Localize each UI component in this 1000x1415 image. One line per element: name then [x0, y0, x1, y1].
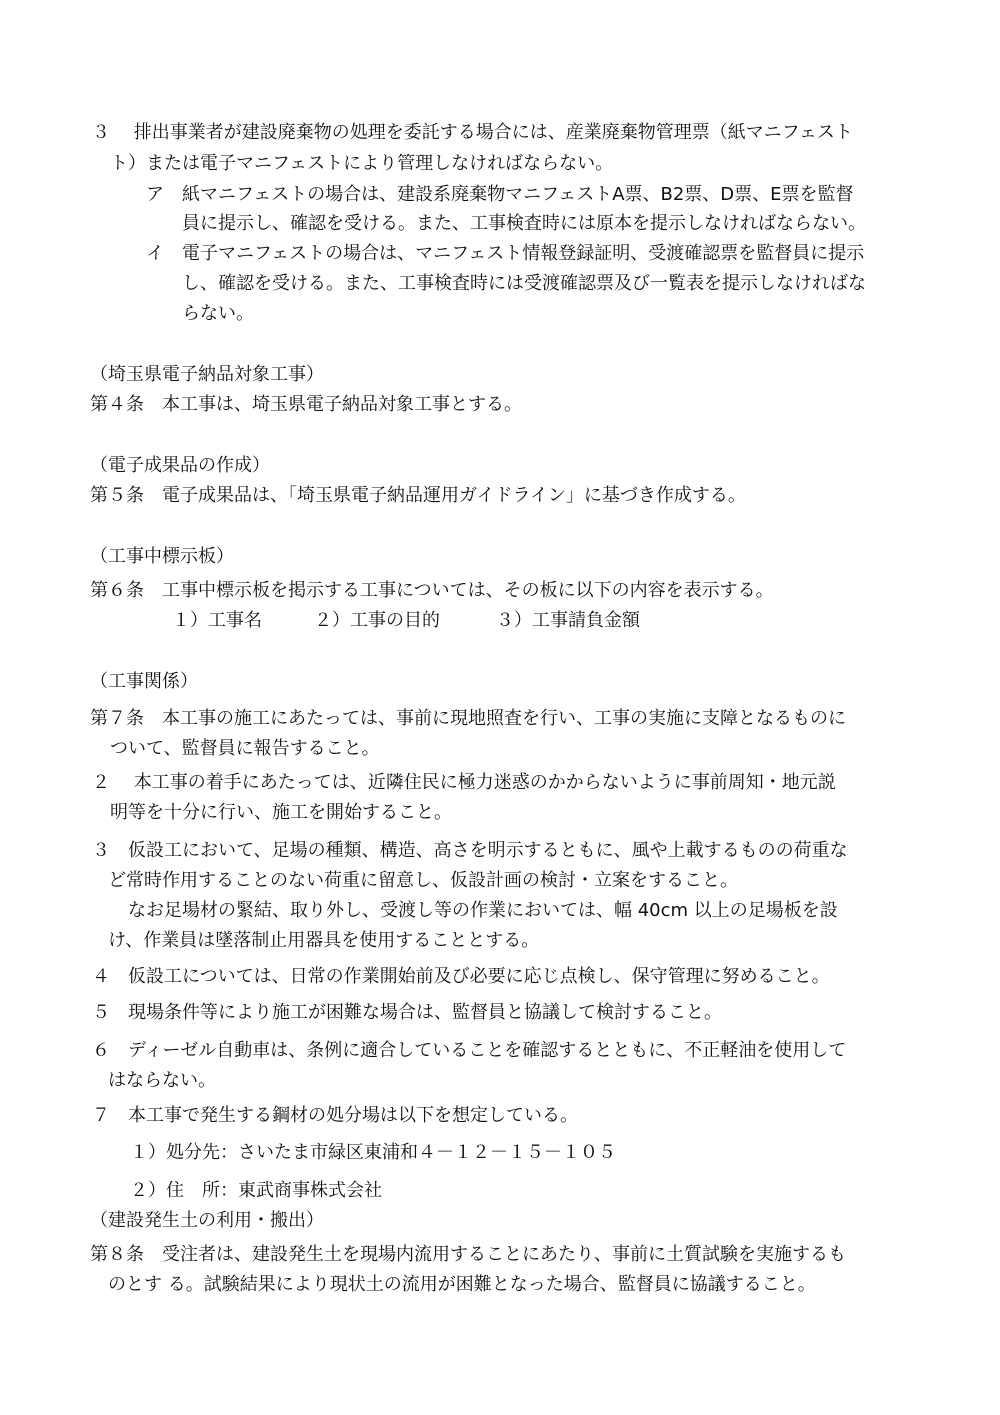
article7-p1-line2: ついて、監督員に報告すること。 [110, 738, 380, 759]
section3-item-i-line1: イ 電子マニフェストの場合は、マニフェスト情報登録証明、受渡確認票を監督員に提示 [146, 243, 865, 264]
article8-heading: （建設発生土の利用・搬出） [90, 1210, 324, 1231]
article6-item-2: ２）工事の目的 [314, 610, 440, 631]
article7-p6-line2: はならない。 [108, 1070, 216, 1091]
article7-p3-line1: ３ 仮設工において、足場の種類、構造、高さを明示するともに、風や上載するものの荷重な [92, 840, 848, 861]
article7-p1-line1: 第７条 本工事の施工にあたっては、事前に現地照査を行い、工事の実施に支障となるものに [90, 708, 846, 729]
article7-p3-line4: け、作業員は墜落制止用器具を使用することとする。 [108, 930, 540, 951]
article6-text: 第６条 工事中標示板を掲示する工事については、その板に以下の内容を表示する。 [90, 580, 774, 601]
section3-item-i-line2: し、確認を受ける。また、工事検査時には受渡確認票及び一覧表を提示しなければな [182, 273, 866, 294]
article4-text: 第４条 本工事は、埼玉県電子納品対象工事とする。 [90, 394, 522, 415]
section3-item-a-line1: ア 紙マニフェストの場合は、建設系廃棄物マニフェストA票、B2票、D票、E票を監督 [146, 184, 854, 205]
article6-item-1: １）工事名 [172, 610, 262, 631]
article7-p4: ４ 仮設工については、日常の作業開始前及び必要に応じ点検し、保守管理に努めること。 [92, 966, 830, 987]
article8-line1: 第８条 受注者は、建設発生土を現場内流用することにあたり、事前に土質試験を実施するも [90, 1244, 846, 1265]
article7-p6-line1: ６ ディーゼル自動車は、条例に適合していることを確認するとともに、不正軽油を使用して [92, 1040, 847, 1061]
article7-p2-line1: ２ 本工事の着手にあたっては、近隣住民に極力迷惑のかからないように事前周知・地元説 [92, 772, 836, 793]
section3-line2: ト）または電子マニフェストにより管理しなければならない。 [110, 153, 614, 174]
article5-heading: （電子成果品の作成） [90, 455, 270, 476]
article7-p3-line3: なお足場材の緊結、取り外し、受渡し等の作業においては、幅 40cm 以上の足場板を設 [128, 900, 838, 921]
article6-heading: （工事中標示板） [90, 546, 234, 567]
article7-p7-item1: １）処分先：さいたま市緑区東浦和４－１２－１５－１０５ [130, 1142, 616, 1163]
article5-text: 第５条 電子成果品は、「埼玉県電子納品運用ガイドライン」に基づき作成する。 [90, 485, 746, 506]
article7-p2-line2: 明等を十分に行い、施工を開始すること。 [110, 802, 452, 823]
article4-heading: （埼玉県電子納品対象工事） [90, 364, 324, 385]
article7-p5: ５ 現場条件等により施工が困難な場合は、監督員と協議して検討すること。 [92, 1002, 722, 1023]
section3-line1: ３ 排出事業者が建設廃棄物の処理を委託する場合には、産業廃棄物管理票（紙マニフェスト [92, 122, 853, 143]
article7-p3-line2: ど常時作用することのない荷重に留意し、仮設計画の検討・立案をすること。 [108, 870, 738, 891]
section3-item-i-line3: らない。 [182, 303, 254, 324]
article7-heading: （工事関係） [90, 671, 198, 692]
article6-item-3: ３）工事請負金額 [496, 610, 640, 631]
article8-line2: のとす る。試験結果により現状土の流用が困難となった場合、監督員に協議すること。 [108, 1274, 816, 1295]
section3-item-a-line2: 員に提示し、確認を受ける。また、工事検査時には原本を提示しなければならない。 [182, 213, 866, 234]
article7-p7: ７ 本工事で発生する鋼材の処分場は以下を想定している。 [92, 1105, 578, 1126]
article7-p7-item2: ２）住 所：東武商事株式会社 [130, 1180, 382, 1201]
